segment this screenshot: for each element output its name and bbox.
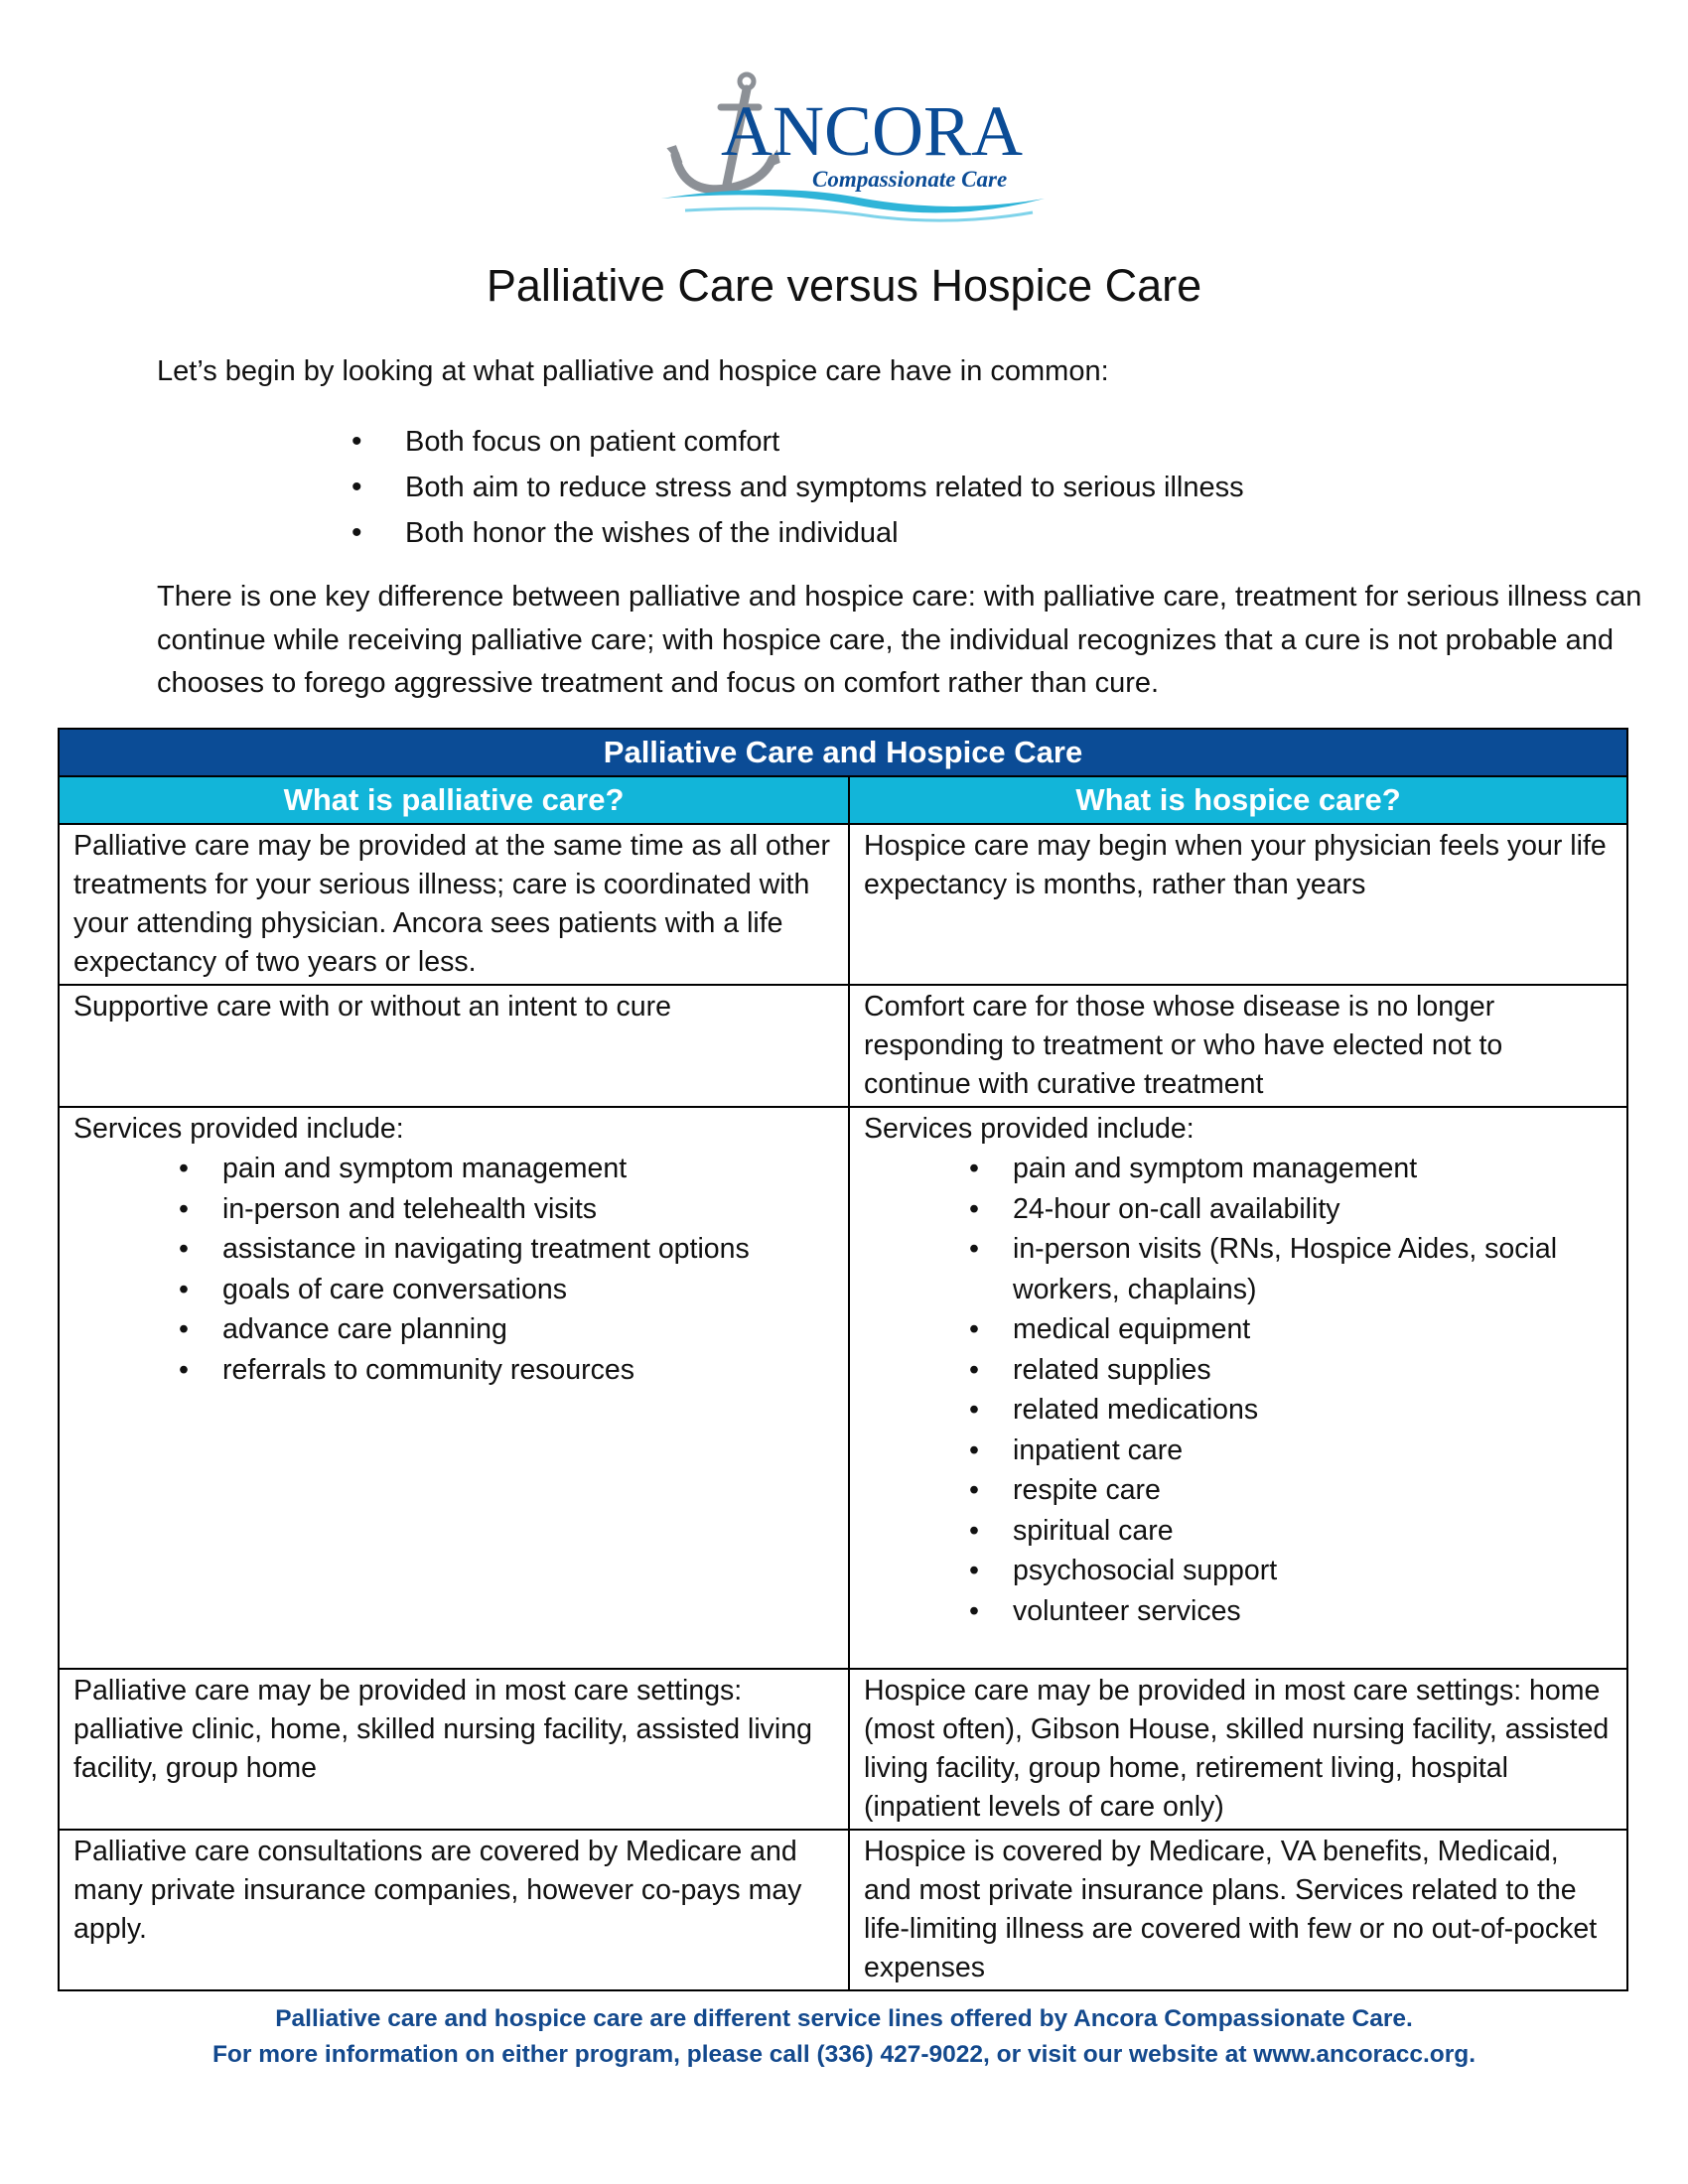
footer — [0, 2001, 1688, 2073]
hospice-services-cell — [849, 1107, 1627, 1669]
list-item: • spiritual care — [1013, 1511, 1613, 1552]
table-row — [59, 824, 1627, 985]
list-item: • goals of care conversations — [222, 1270, 834, 1310]
palliative-cell: Supportive care with or without an intent to cure — [59, 985, 849, 1107]
list-item: • in-person and telehealth visits — [222, 1189, 834, 1230]
palliative-coverage-cell: Palliative care consultations are covered by Medicare and many private insurance companies, however co-pays may apply. — [59, 1830, 849, 1990]
palliative-services-list — [73, 1149, 834, 1390]
list-item: • medical equipment — [1013, 1309, 1613, 1350]
list-item: • related supplies — [1013, 1350, 1613, 1391]
palliative-column-header: What is palliative care? — [59, 776, 849, 824]
intro-text: Let’s begin by looking at what palliative and hospice care have in common: — [157, 355, 1109, 387]
list-item: • Both honor the wishes of the individual — [348, 510, 1244, 556]
list-item: • related medications — [1013, 1390, 1613, 1431]
brand-name: ANCORA — [721, 91, 1024, 171]
list-item: • pain and symptom management — [1013, 1149, 1613, 1189]
palliative-settings-cell: Palliative care may be provided in most care settings: palliative clinic, home, skilled nursing facility, assisted living facility, group home — [59, 1669, 849, 1830]
services-intro: Services provided include: — [864, 1113, 1195, 1145]
table-row — [59, 1107, 1627, 1669]
list-item: • assistance in navigating treatment options — [222, 1229, 834, 1270]
list-item: • advance care planning — [222, 1309, 834, 1350]
comparison-table — [58, 728, 1628, 1991]
footer-line-1: Palliative care and hospice care are different service lines offered by Ancora Compassionate Care. — [275, 2005, 1413, 2032]
list-item: • psychosocial support — [1013, 1551, 1613, 1591]
list-item: • respite care — [1013, 1470, 1613, 1511]
list-item: • Both focus on patient comfort — [348, 419, 1244, 465]
brand-tagline: Compassionate Care — [812, 167, 1008, 192]
table-row — [59, 985, 1627, 1107]
footer-line-2: For more information on either program, please call (336) 427-9022, or visit our website at www.ancoracc.org. — [211, 2041, 1477, 2068]
hospice-column-header: What is hospice care? — [849, 776, 1627, 824]
list-item: • inpatient care — [1013, 1431, 1613, 1471]
difference-paragraph: There is one key difference between palliative and hospice care: with palliative care, treatment for serious illness can continue while receiving palliative care; with hospice care, the individual recognizes that a cure is not probable and chooses to forego aggressive treatment and focus on comfort rather than cure. — [157, 581, 1642, 699]
list-item: • 24-hour on-call availability — [1013, 1189, 1613, 1230]
list-item: • in-person visits (RNs, Hospice Aides, social workers, chaplains) — [1013, 1229, 1613, 1309]
table-heading: Palliative Care and Hospice Care — [59, 729, 1627, 776]
table-row — [59, 1830, 1627, 1990]
ancora-logo — [655, 68, 1053, 226]
palliative-cell: Palliative care may be provided at the same time as all other treatments for your serious illness; care is coordinated with your attending physician. Ancora sees patients with a life expectancy of two years or less. — [59, 824, 849, 985]
list-item: • pain and symptom management — [222, 1149, 834, 1189]
services-intro: Services provided include: — [73, 1113, 404, 1145]
hospice-services-list — [864, 1149, 1613, 1631]
palliative-services-cell — [59, 1107, 849, 1669]
hospice-cell: Hospice care may begin when your physician feels your life expectancy is months, rather than years — [849, 824, 1627, 985]
hospice-coverage-cell: Hospice is covered by Medicare, VA benefits, Medicaid, and most private insurance plans. Services related to the life-limiting illness are covered with few or no out-of-pocket expenses — [849, 1830, 1627, 1990]
hospice-settings-cell: Hospice care may be provided in most care settings: home (most often), Gibson House, skilled nursing facility, assisted living facility, group home, retirement living, hospital (inpatient levels of care only) — [849, 1669, 1627, 1830]
hospice-cell: Comfort care for those whose disease is no longer responding to treatment or who have elected not to continue with curative treatment — [849, 985, 1627, 1107]
list-item: • volunteer services — [1013, 1591, 1613, 1632]
page-title: Palliative Care versus Hospice Care — [486, 260, 1202, 311]
table-row — [59, 1669, 1627, 1830]
list-item: • Both aim to reduce stress and symptoms related to serious illness — [348, 465, 1244, 510]
list-item: • referrals to community resources — [222, 1350, 834, 1391]
common-list — [348, 419, 1244, 556]
